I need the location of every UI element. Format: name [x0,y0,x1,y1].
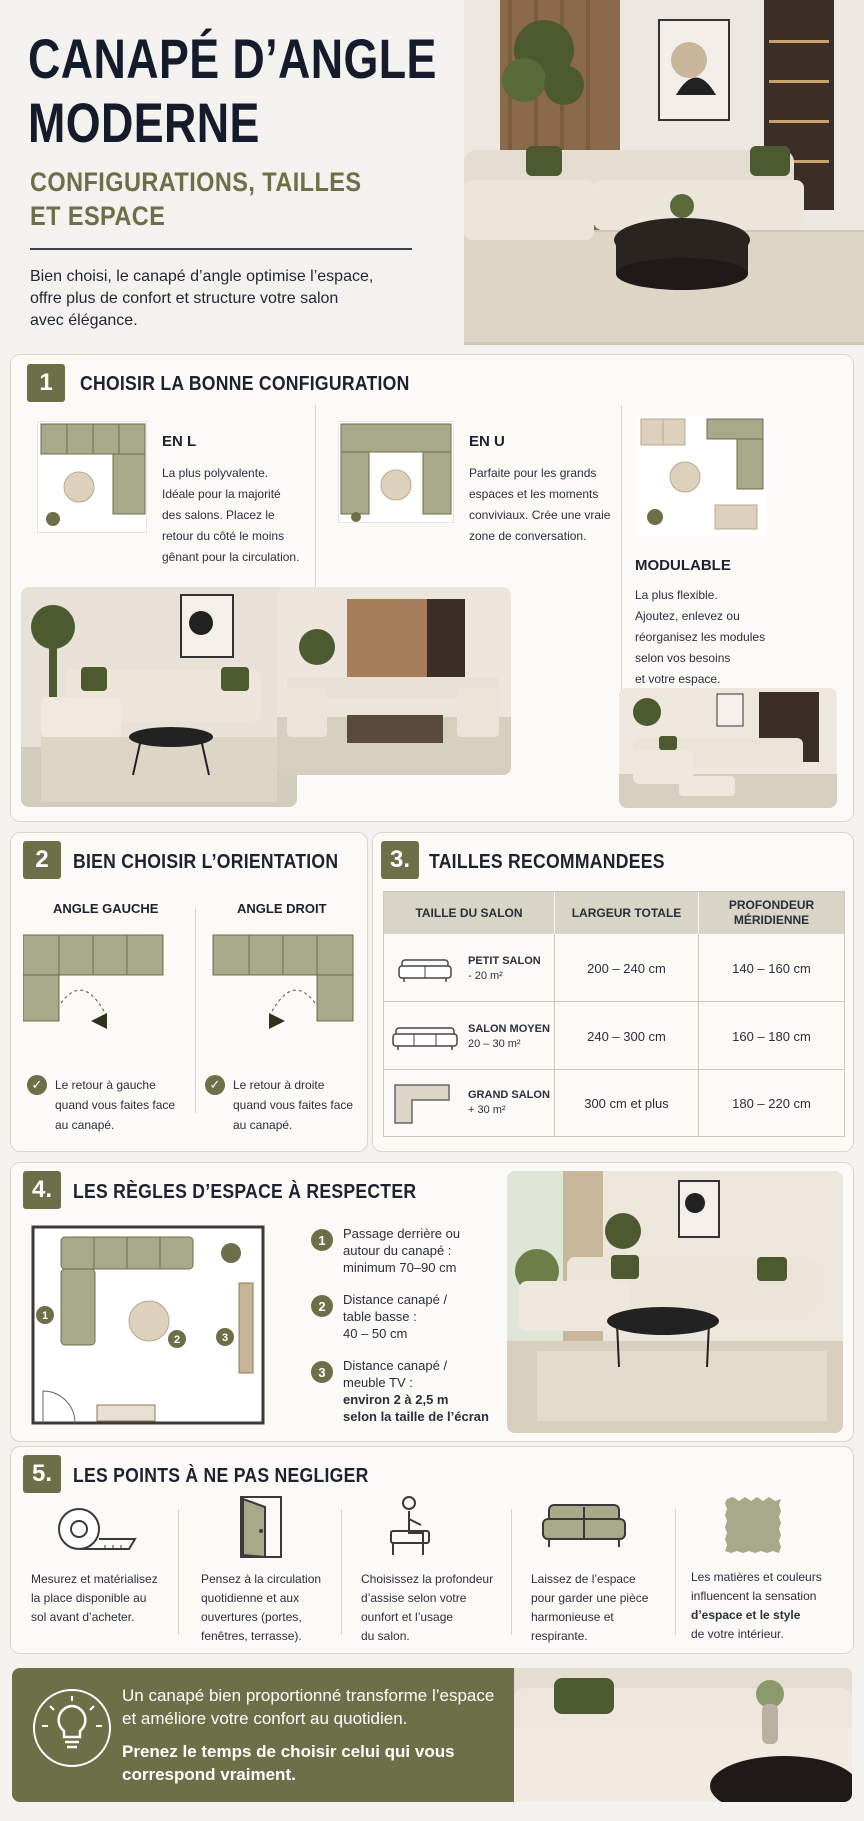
footer-sofa-photo [514,1668,852,1802]
section-1-title: CHOISIR LA BONNE CONFIGURATION [80,373,410,395]
seated-person-icon [387,1495,435,1561]
option-l-name: EN L [162,433,197,450]
hero-living-room-photo [464,0,864,345]
rule-3-text: Distance canapé / meuble TV : environ 2 à 2,5 m selon la taille de l’écran [343,1358,489,1424]
row-name: GRAND SALON [468,1089,550,1101]
row-width: 300 cm et plus [554,1070,698,1136]
l-sofa-photo [21,587,297,807]
section-space-rules [10,1162,854,1442]
u-shape-diagram [338,421,454,523]
table-header: TAILLE DU SALON [384,892,554,934]
divider [341,1509,342,1635]
tip-4-text: Laissez de l’espace pour garder une pièce harmonieuse et respirante. [531,1572,649,1643]
divider [178,1509,179,1635]
fabric-swatch-icon [723,1495,783,1555]
sizes-table [383,891,845,1137]
modular-sofa-photo [619,688,837,808]
check-icon: ✓ [205,1075,225,1095]
medium-sofa-icon [392,1024,458,1052]
table-header: LARGEUR TOTALE [554,892,698,934]
large-sofa-icon [394,1084,450,1124]
row-depth: 180 – 220 cm [698,1070,844,1136]
door-icon [239,1495,287,1559]
section-2-title: BIEN CHOISIR L’ORIENTATION [73,851,339,873]
l-shape-diagram [37,421,147,533]
table-row [384,934,844,1002]
measuring-tape-icon [53,1505,137,1557]
tip-3-text: Choisissez la profondeur d’assise selon votre ounfort et l’usage du salon. [361,1572,494,1643]
row-name: SALON MOYEN [468,1023,550,1035]
section-5-title: LES POINTS À NE PAS NEGLIGER [73,1465,369,1487]
u-sofa-photo [277,587,511,775]
section-4-title: LES RÈGLES D’ESPACE À RESPECTER [73,1181,417,1203]
sofa-icon [541,1501,627,1551]
hero-subtitle-2: ET ESPACE [30,201,166,231]
divider [511,1509,512,1635]
option-modular-desc: La plus flexible. Ajoutez, enlevez ou réorganisez les modules selon vos besoins et votre espace. [635,588,766,686]
angle-left-name: ANGLE GAUCHE [53,901,159,916]
svg-text:3: 3 [221,1332,229,1344]
tip-2-text: Pensez à la circulation quotidienne et aux ouvertures (portes, fenêtres, terrasse). [201,1572,322,1643]
row-width: 200 – 240 cm [554,934,698,1002]
room-plan-diagram [31,1225,265,1425]
row-area: - 20 m² [468,970,503,982]
option-modular-name: MODULABLE [635,557,731,574]
small-sofa-icon [398,956,452,984]
row-area: 20 – 30 m² [468,1038,521,1050]
angle-right-name: ANGLE DROIT [237,901,327,916]
section-3-number: 3. [381,841,419,879]
divider [195,908,196,1113]
hero [0,0,864,345]
hero-divider [30,248,412,250]
angle-right-diagram [211,933,357,1043]
rule-number: 1 [311,1229,333,1251]
table-row [384,1070,844,1136]
section-2-number: 2 [23,841,61,879]
rule-1-text: Passage derrière ou autour du canapé : minimum 70–90 cm [343,1226,461,1275]
option-u-desc: Parfaite pour les grands espaces et les moments conviviaux. Crée une vraie zone de conversation. [469,466,611,543]
footer-text: Un canapé bien proportionné transforme l’espace et améliore votre confort au quotidien. Prenez le temps de choisir celui qui vous correspond vraiment. [122,1686,495,1784]
divider [621,405,622,735]
modular-diagram [637,415,767,537]
row-depth: 140 – 160 cm [698,934,844,1002]
angle-right-desc: Le retour à droite quand vous faites face au canapé. [233,1078,354,1132]
section-5-number: 5. [23,1455,61,1493]
section-points [10,1446,854,1654]
section-sizes [372,832,854,1152]
row-area: + 30 m² [468,1104,506,1116]
angle-left-diagram [23,933,169,1043]
option-l-desc: La plus polyvalente. Idéale pour la majorité des salons. Placez le retour du côté le moins gênant pour la circulation. [162,466,300,564]
svg-text:1: 1 [41,1310,49,1322]
table-row [384,1002,844,1070]
tip-5-text: Les matières et couleurs influencent la sensation d’espace et le style de votre intérieur. [691,1570,822,1641]
hero-title-2: MODERNE [28,91,260,154]
rule-number: 2 [311,1295,333,1317]
hero-title-1: CANAPÉ D’ANGLE [28,27,437,90]
section-3-title: TAILLES RECOMMANDEES [429,851,665,873]
section-1-number: 1 [27,364,65,402]
row-width: 240 – 300 cm [554,1002,698,1070]
hero-subtitle-1: CONFIGURATIONS, TAILLES [30,167,362,197]
footer-banner [12,1668,852,1802]
lightbulb-icon [30,1686,114,1770]
row-name: PETIT SALON [468,955,541,967]
rule-2-text: Distance canapé / table basse : 40 – 50 cm [343,1292,448,1341]
table-header: PROFONDEUR MÉRIDIENNE [698,892,844,934]
living-room-photo [507,1171,843,1433]
angle-left-desc: Le retour à gauche quand vous faites face au canapé. [55,1078,176,1132]
option-u-name: EN U [469,433,505,450]
section-orientation [10,832,368,1152]
rule-number: 3 [311,1361,333,1383]
tip-1-text: Mesurez et matérialisez la place disponible au sol avant d’acheter. [31,1572,158,1624]
svg-text:2: 2 [173,1334,181,1346]
section-configuration [10,354,854,822]
section-4-number: 4. [23,1171,61,1209]
divider [675,1509,676,1635]
row-depth: 160 – 180 cm [698,1002,844,1070]
hero-intro: Bien choisi, le canapé d’angle optimise l’espace, offre plus de confort et structure votre salon avec élégance. [30,268,374,329]
check-icon: ✓ [27,1075,47,1095]
